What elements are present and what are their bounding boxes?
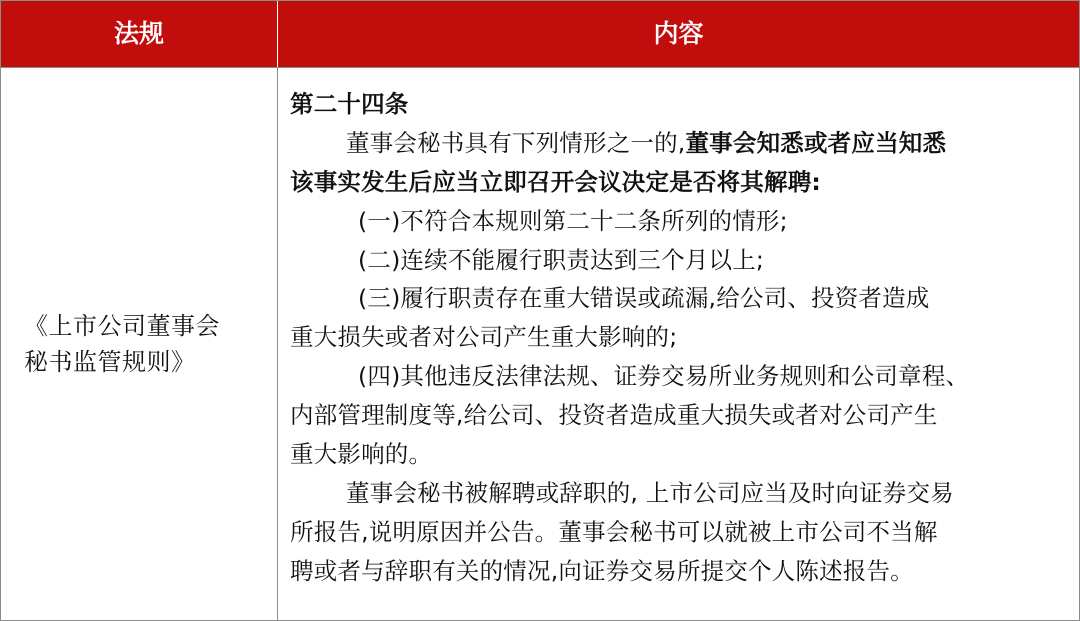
item-1: (一)不符合本规则第二十二条所列的情形; (358, 206, 788, 235)
law-name (24, 308, 254, 380)
paragraph-2-line1: 董事会秘书被解聘或辞职的, 上市公司应当及时向证券交易 (346, 478, 954, 507)
header-content: 内容 (653, 19, 704, 48)
item-3-line2: 重大损失或者对公司产生重大影响的; (290, 323, 678, 352)
paragraph-1-bold: 董事会知悉或者应当知悉 (685, 128, 947, 157)
item-4-line3: 重大影响的。 (290, 440, 433, 469)
content-cell (290, 85, 1072, 591)
paragraph-1-line1 (290, 124, 1072, 163)
column-divider (277, 67, 278, 620)
item-4-line1: (四)其他违反法律法规、证券交易所业务规则和公司章程、 (358, 362, 970, 391)
paragraph-1-normal: 董事会秘书具有下列情形之一的, (346, 128, 686, 157)
table-header (1, 1, 1079, 67)
law-name-line2: 秘书监管规则》 (24, 348, 196, 376)
paragraph-1-line2: 该事实发生后应当立即召开会议决定是否将其解聘: (290, 167, 821, 196)
article-title: 第二十四条 (290, 90, 409, 118)
law-cell (1, 68, 277, 620)
paragraph-2-line2: 所报告,说明原因并公告。董事会秘书可以就被上市公司不当解 (290, 517, 938, 546)
paragraph-2-line3: 聘或者与辞职有关的情况,向证券交易所提交个人陈述报告。 (290, 556, 914, 585)
item-4-line2: 内部管理制度等,给公司、投资者造成重大损失或者对公司产生 (290, 401, 938, 430)
item-3-line1: (三)履行职责存在重大错误或疏漏,给公司、投资者造成 (358, 284, 930, 313)
header-law: 法规 (113, 19, 164, 48)
law-name-line1: 《上市公司董事会 (24, 312, 220, 340)
item-2: (二)连续不能履行职责达到三个月以上; (358, 245, 765, 274)
